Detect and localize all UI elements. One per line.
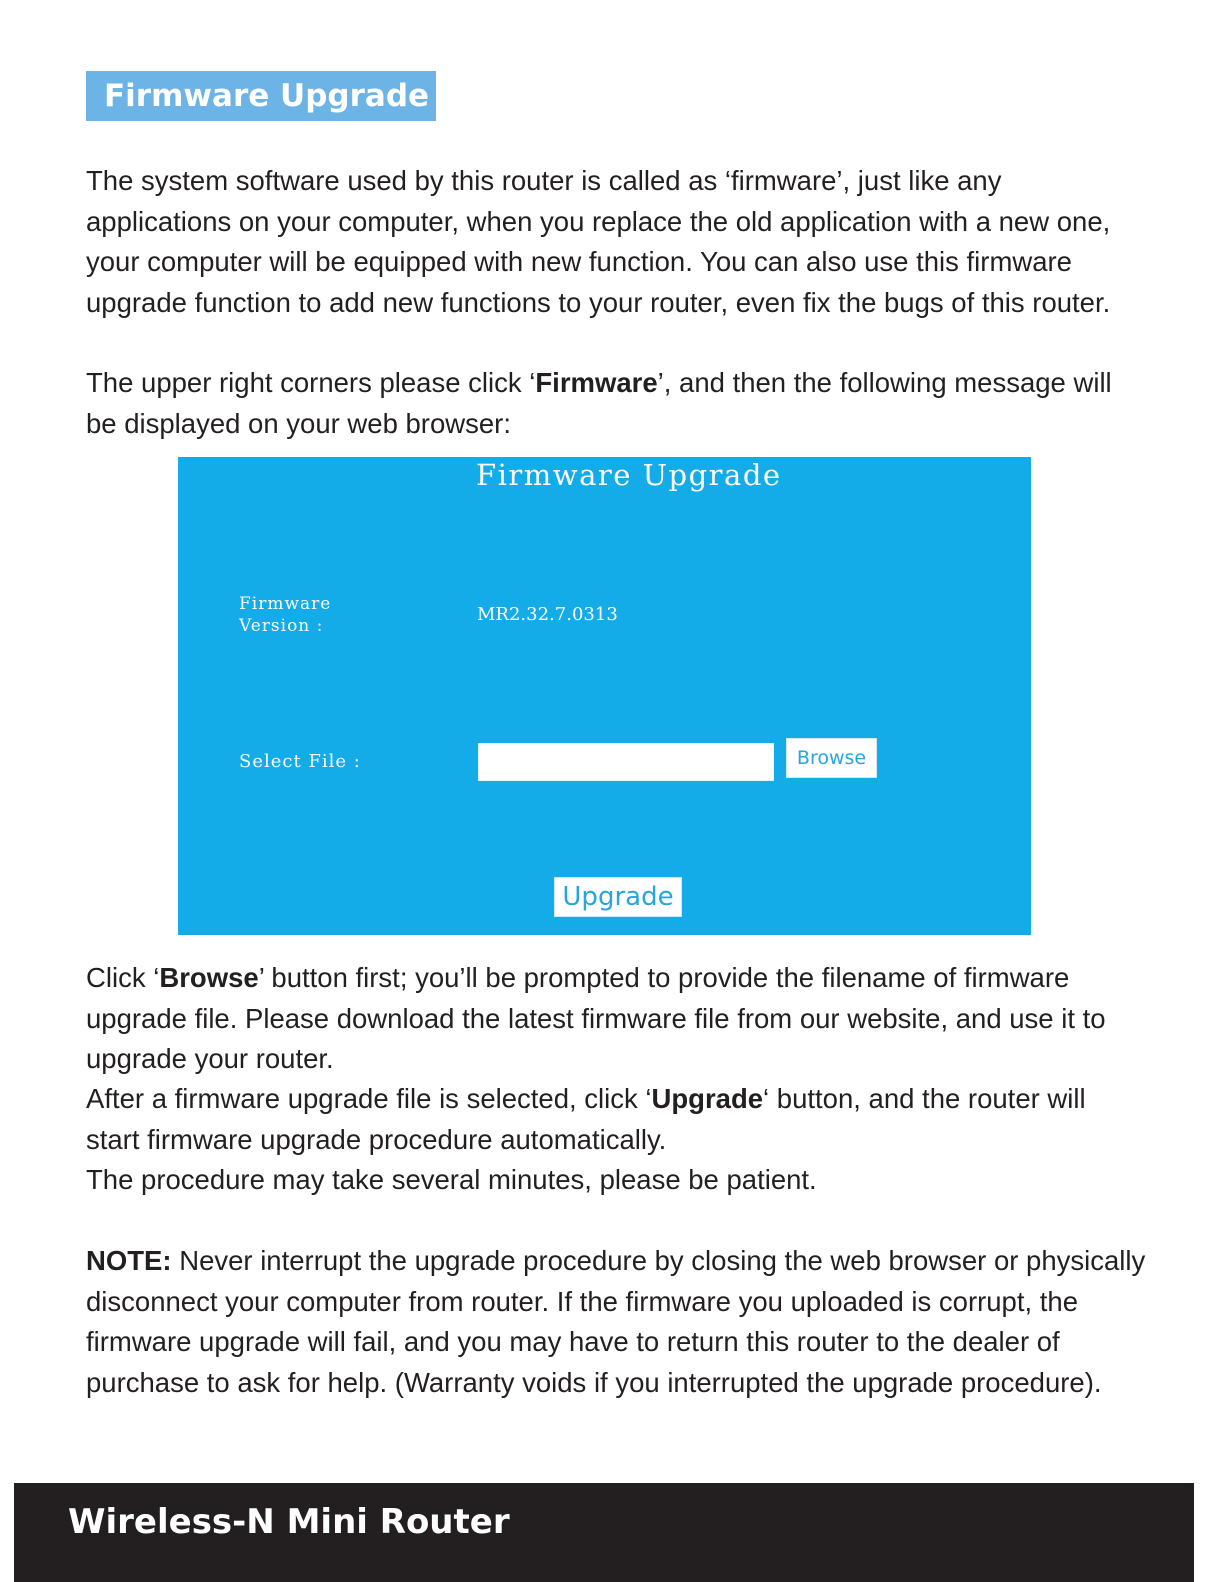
- browse-paragraph: [86, 958, 1146, 1080]
- firmware-instruction-after: ’, and then the following message will be displayed on your web browser:: [86, 367, 1112, 439]
- upgrade-paragraph-after: ‘ button, and the router will start firmware upgrade procedure automatically.: [86, 1083, 1086, 1155]
- intro-paragraph: The system software used by this router is called as ‘firmware’, just like any applications on your computer, when you replace the old application with a new one, your computer will be equipped with new function. You can also use this firmware upgrade function to add new functions to your router, even fix the bugs of this router.: [86, 165, 1111, 318]
- screenshot-title: Firmware Upgrade: [476, 458, 782, 492]
- firmware-upgrade-screenshot: [178, 457, 1031, 935]
- patience-paragraph: The procedure may take several minutes, please be patient.: [86, 1164, 817, 1195]
- select-file-input[interactable]: [478, 743, 774, 781]
- note-paragraph: [86, 1241, 1146, 1403]
- firmware-version-value: MR2.32.7.0313: [477, 604, 618, 625]
- footer-product-name: Wireless-N Mini Router: [68, 1502, 510, 1542]
- select-file-label: Select File :: [239, 751, 361, 772]
- section-title: Firmware Upgrade: [86, 71, 436, 121]
- firmware-version-label-line1: Firmware: [239, 594, 332, 614]
- browse-button[interactable]: Browse: [786, 738, 877, 778]
- browse-paragraph-after: ’ button first; you’ll be prompted to provide the filename of firmware upgrade file. Please download the latest firmware file from our website, and use it to upgrade your router.: [86, 962, 1106, 1074]
- footer-bar: [14, 1483, 1194, 1582]
- firmware-instruction-before: The upper right corners please click ‘: [86, 367, 536, 398]
- firmware-keyword: Firmware: [535, 367, 658, 398]
- firmware-instruction-paragraph: [86, 363, 1146, 444]
- upgrade-paragraph: [86, 1079, 1146, 1160]
- browse-keyword: Browse: [159, 962, 259, 993]
- upgrade-button[interactable]: Upgrade: [554, 877, 682, 917]
- firmware-version-label: [239, 593, 331, 637]
- note-label: NOTE:: [86, 1245, 172, 1276]
- browse-paragraph-before: Click ‘: [86, 962, 160, 993]
- firmware-version-label-line2: Version :: [239, 616, 324, 636]
- upgrade-paragraph-before: After a firmware upgrade file is selected, click ‘: [86, 1083, 652, 1114]
- note-text: Never interrupt the upgrade procedure by closing the web browser or physically disconnect your computer from router. If the firmware you uploaded is corrupt, the firmware upgrade will fail, and you may have to return this router to the dealer of purchase to ask for help. (Warranty voids if you interrupted the upgrade procedure).: [86, 1245, 1146, 1398]
- upgrade-keyword: Upgrade: [651, 1083, 764, 1114]
